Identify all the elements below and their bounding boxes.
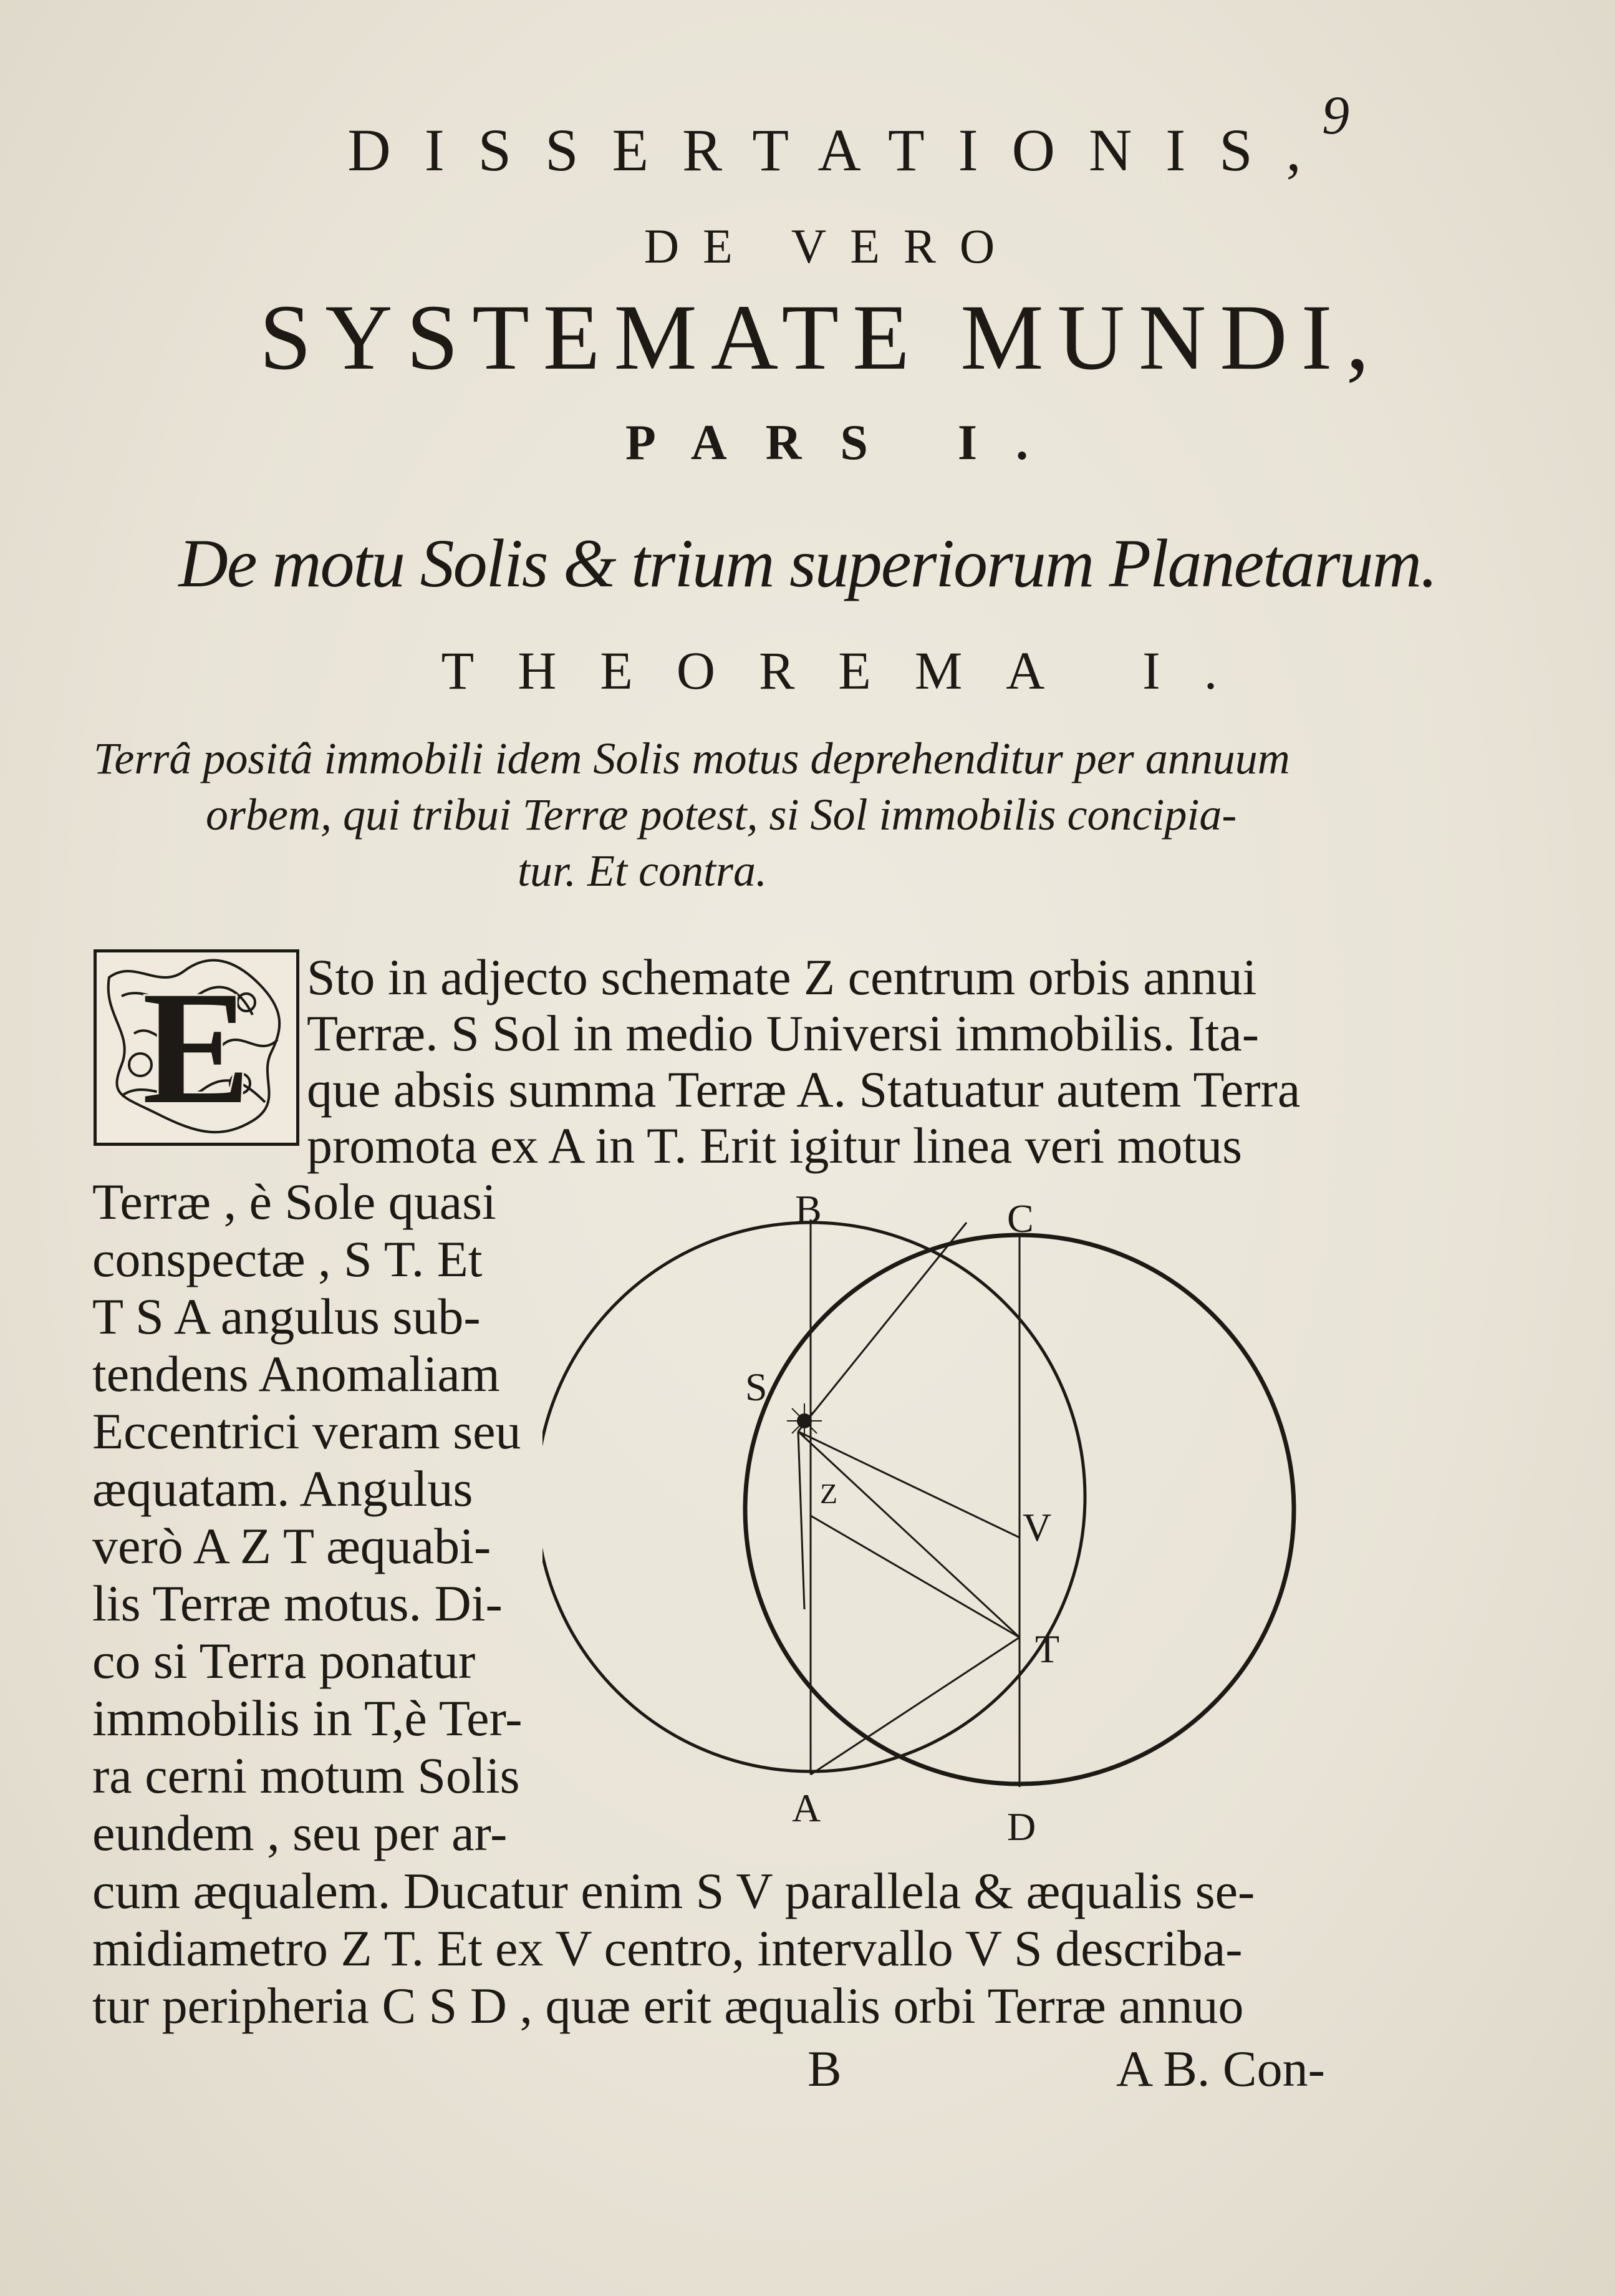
line-S-A <box>798 1431 804 1609</box>
bottom-line-1: cum æqualem. Ducatur enim S V parallela & æqualis se- <box>92 1862 1255 1919</box>
decorated-initial <box>94 949 299 1146</box>
side-line-6: æquatam. Angulus <box>92 1460 473 1517</box>
theorem-heading: THEOREMA I. <box>441 641 1261 700</box>
initial-ornament-icon <box>97 952 296 1143</box>
proposition-line-3: tur. Et contra. <box>518 846 768 896</box>
label-B: B <box>795 1187 822 1231</box>
bottom-line-3: tur peripheria C S D , quæ erit æqualis orbi Terræ annuo <box>92 1977 1244 2034</box>
line-Z-T <box>811 1516 1020 1637</box>
body-line-4: promota ex A in T. Erit igitur linea veri motus <box>307 1117 1243 1174</box>
label-V: V <box>1023 1505 1052 1549</box>
side-line-5: Eccentrici veram seu <box>92 1403 521 1460</box>
initial-letter: E <box>142 958 251 1138</box>
title-line-systemate-mundi: SYSTEMATE MUNDI, <box>259 286 1384 389</box>
body-line-2: Terræ. S Sol in medio Universi immobilis. Ita- <box>307 1005 1260 1062</box>
side-line-8: lis Terræ motus. Di- <box>92 1575 503 1632</box>
orbit-diagram <box>542 1185 1334 1859</box>
line-S-C <box>798 1223 967 1431</box>
label-T: T <box>1035 1627 1060 1671</box>
body-line-3: que absis summa Terræ A. Statuatur autem Terra <box>307 1061 1301 1118</box>
side-line-1: Terræ , è Sole quasi <box>92 1173 496 1230</box>
line-S-T <box>798 1431 1020 1637</box>
title-line-pars: PARS I. <box>625 415 1068 470</box>
side-line-3: T S A angulus sub- <box>92 1288 481 1345</box>
section-subtitle: De motu Solis & trium superiorum Planetarum. <box>178 525 1437 601</box>
bottom-line-2: midiametro Z T. Et ex V centro, intervallo V S describa- <box>92 1920 1243 1977</box>
signature-mark: B <box>808 2040 842 2097</box>
label-S: S <box>745 1365 768 1409</box>
side-line-9: co si Terra ponatur <box>92 1632 476 1689</box>
title-line-de-vero: DE VERO <box>644 219 1019 273</box>
title-line-dissertationis: DISSERTATIONIS, <box>347 117 1335 183</box>
label-C: C <box>1007 1196 1034 1241</box>
label-A: A <box>792 1786 821 1830</box>
side-line-7: verò A Z T æquabi- <box>92 1518 491 1574</box>
side-line-11: ra cerni motum Solis <box>92 1747 520 1804</box>
label-D: D <box>1007 1804 1036 1849</box>
page-number: 9 <box>1322 85 1349 146</box>
label-Z: Z <box>820 1478 838 1509</box>
sun-icon <box>787 1403 822 1438</box>
body-line-1: Sto in adjecto schemate Z centrum orbis annui <box>307 949 1257 1005</box>
side-line-12: eundem , seu per ar- <box>92 1804 508 1861</box>
side-line-10: immobilis in T,è Ter- <box>92 1690 523 1746</box>
side-line-4: tendens Anomaliam <box>92 1345 500 1402</box>
proposition-line-1: Terrâ positâ immobili idem Solis motus deprehenditur per annuum <box>94 734 1290 783</box>
catchword: A B. Con- <box>1116 2040 1325 2097</box>
side-line-2: conspectæ , S T. Et <box>92 1231 483 1287</box>
proposition-line-2: orbem, qui tribui Terræ potest, si Sol immobilis concipia- <box>206 790 1237 840</box>
